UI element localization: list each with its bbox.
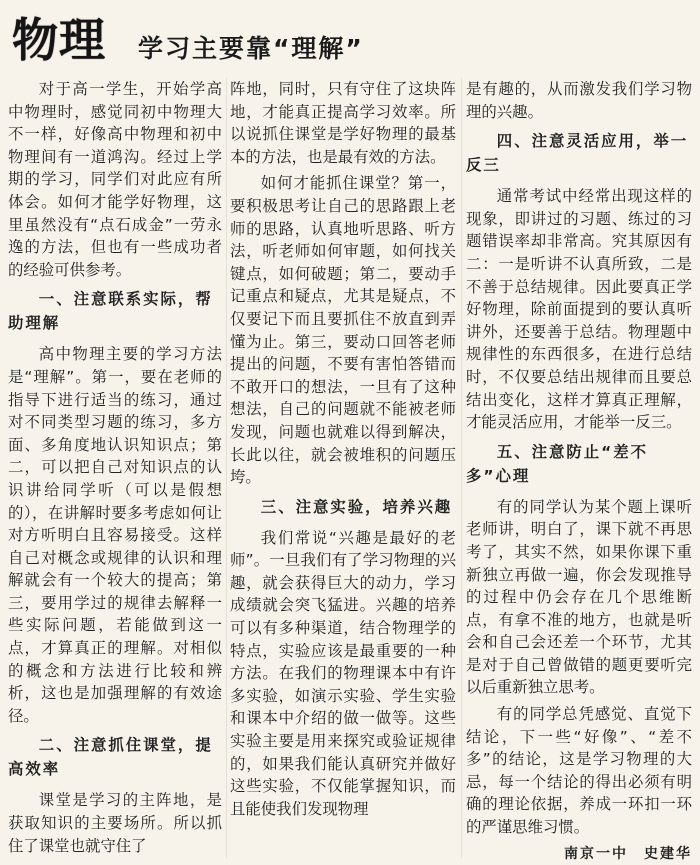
section-heading-4: 四、注意灵活应用，举一反三: [466, 132, 689, 175]
column-divider: [461, 78, 462, 858]
author-byline: 南京一中 史建华: [564, 845, 692, 862]
paragraph: 有的同学总凭感觉、直觉下结论，下一些“好像”、“差不多”的结论，这是学习物理的大忌，每一个结论的得出必须有明确的理论依据，养成一环扣一环的严谨思维习惯。: [466, 705, 692, 837]
section-heading-2: 二、注意抓住课堂，提高效率: [8, 736, 213, 779]
paragraph: 有的同学认为某个题上课听老师讲，明白了，课下就不再思考了，其实不然，如果你课下重新独立再做一遍，你会发现推导的过程中仍会存在几个思维断点，有拿不准的地方，也就是听会和自己会还差一个环节，尤其是对于自己曾做错的题更要听完以后重新独立思考。: [466, 497, 692, 697]
column-divider: [226, 78, 227, 858]
section-heading-1: 一、注意联系实际，帮助理解: [8, 290, 213, 333]
intro-paragraph: 对于高一学生，开始学高中物理时，感觉同初中物理大不一样，好像高中物理和初中物理间有一道鸿沟。经过上学期的学习，同学们对此应有所体会。如何才能学好物理，这里虽然没有“点石成金”一劳永逸的方法，但也有一些成功者的经验可供参考。: [8, 80, 222, 279]
section-heading-3: 三、注意实验，培养兴趣: [260, 497, 453, 516]
paragraph: 如何才能抓住课堂？第一，要积极思考让自己的思路跟上老师的思路，认真地听思路、听方法，听老师如何审题，如何找关键点，如何破题；第二，要动手记重点和疑点，尤其是疑点，不仅要记下而且要抓住不放直到弄懂为止。第三，要动口回答老师提出的问题，不要有害怕答错而不敢开口的想法，一旦有了这种想法，自己的问题就不能被老师发现，问题也就难以得到解决，长此以往，就会被堆积的问题压垮。: [230, 174, 456, 487]
section-heading-5: 五、注意防止“差不多”心理: [466, 442, 649, 485]
paragraph: 阵地，同时，只有守住了这块阵地，才能真正提高学习效率。所以说抓住课堂是学好物理的最基本的方法，也是最有效的方法。: [230, 80, 456, 166]
paragraph: 通常考试中经常出现这样的现象，即讲过的习题、练过的习题错误率却非常高。究其原因有二：一是听讲不认真所致，二是不善于总结规律。因此要真正学好物理，除前面提到的要认真听讲外，还要善于总结。物理题中规律性的东西很多，在进行总结时，不仅要总结出规律而且要总结出变化，这样才算真正理解，才能灵活应用，才能举一反三。: [466, 187, 692, 432]
paragraph: 是有趣的，从而激发我们学习物理的兴趣。: [466, 80, 692, 121]
article-header: [10, 12, 690, 74]
section-title: 物理: [12, 13, 106, 67]
column-2: [230, 78, 456, 824]
paragraph: 高中物理主要的学习方法是“理解”。第一，要在老师的指导下进行适当的练习，通过对不同类型习题的练习，多方面、多角度地认识知识点；第二，可以把自己对知识点的认识讲给同学听（可以是假想的），在讲解时要多考虑如何让对方听明白且容易接受。这样自己对概念或规律的认识和理解就会有一个较大的提高；第三，要用学过的规律去解释一些实际问题，若能做到这一点，才算真正的理解。对相似的概念和方法进行比较和辨析，这也是加强理解的有效途径。: [8, 345, 222, 725]
column-1: [8, 78, 222, 861]
paragraph: 我们常说“兴趣是最好的老师”。一旦我们有了学习物理的兴趣，就会获得巨大的动力，学习成绩就会突飞猛进。兴趣的培养可以有多种渠道，结合物理学的特点，实验应该是最重要的一种方法。在我们的物理课本中有许多实验，如演示实验、学生实验和课本中介绍的做一做等。这些实验主要是用来探究或验证规律的，如果我们能认真研究并做好这些实验，不仅能掌握知识，而且能使我们发现物理: [230, 528, 456, 818]
column-3: [466, 78, 692, 865]
paragraph: 课堂是学习的主阵地，是获取知识的主要场所。所以抓住了课堂也就守住了: [8, 791, 222, 855]
article-headline: 学习主要靠“理解”: [138, 34, 364, 63]
